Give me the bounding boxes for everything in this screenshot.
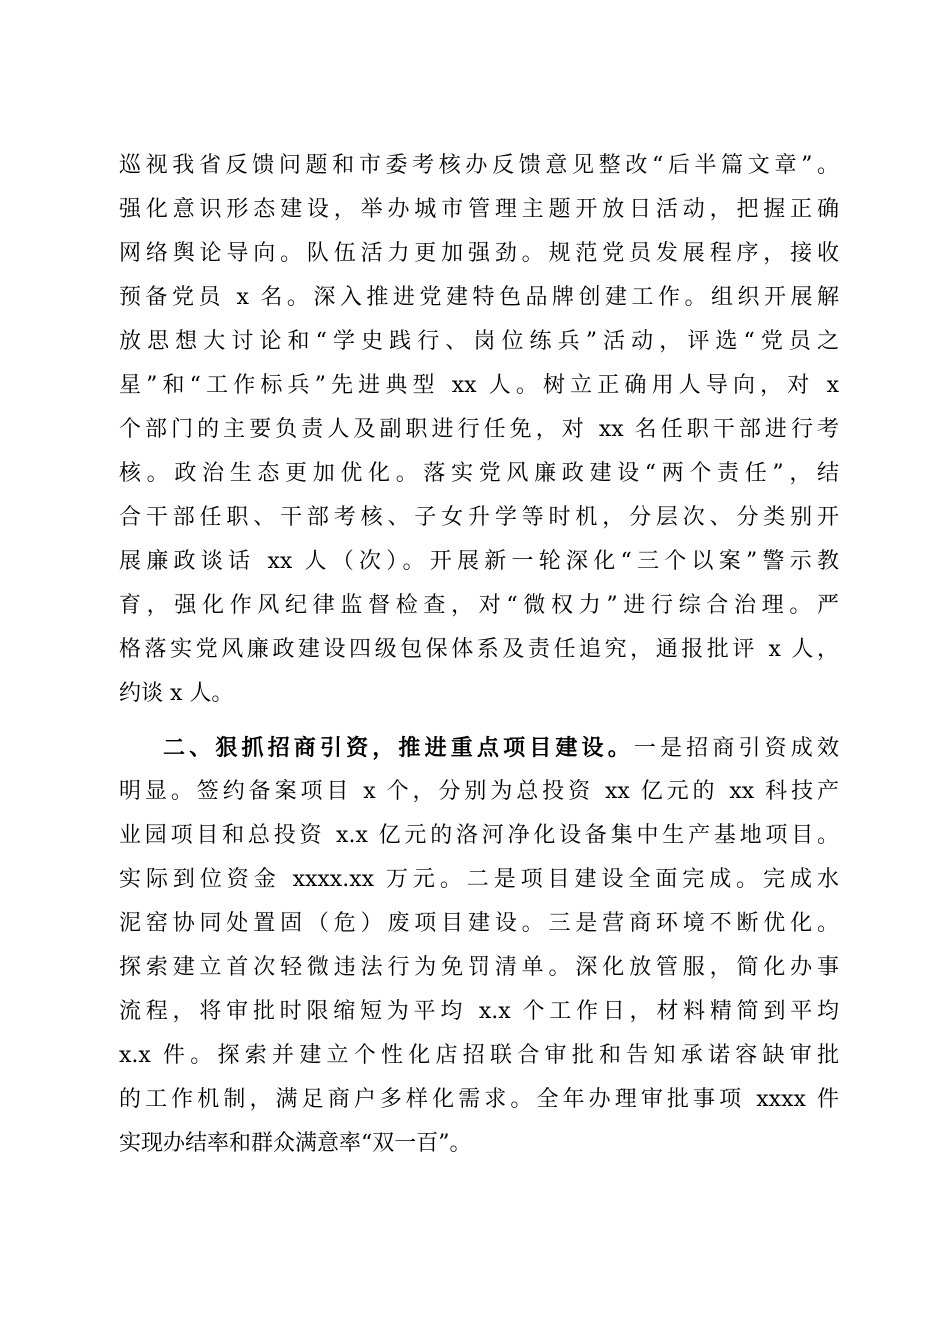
text-line: 展廉政谈话 xx 人（次）。开展新一轮深化“三个以案”警示教 <box>119 549 839 574</box>
text-line: 业园项目和总投资 x.x 亿元的洛河净化设备集中生产基地项目。 <box>119 823 839 848</box>
body-paragraph-investment <box>119 726 839 1166</box>
heading-line-rest: 一是招商引资成效 <box>633 736 839 761</box>
text-line: 网络舆论导向。队伍活力更加强劲。规范党员发展程序，接收 <box>119 241 839 266</box>
text-line: 实现办结率和群众满意率“双一百”。 <box>119 1131 472 1156</box>
text-line: 预备党员 x 名。深入推进党建特色品牌创建工作。组织开展解 <box>119 285 839 310</box>
text-line: 放思想大讨论和“学史践行、岗位练兵”活动，评选“党员之 <box>119 329 839 354</box>
text-line: 格落实党风廉政建设四级包保体系及责任追究，通报批评 x 人， <box>119 637 839 662</box>
text-line: 实际到位资金 xxxx.xx 万元。二是项目建设全面完成。完成水 <box>119 867 839 892</box>
section-heading-line <box>119 726 839 770</box>
text-line: 巡视我省反馈问题和市委考核办反馈意见整改“后半篇文章”。 <box>119 153 839 178</box>
text-line: x.x 件。探索并建立个性化店招联合审批和告知承诺容缺审批 <box>119 1043 839 1068</box>
text-line: 育，强化作风纪律监督检查，对“微权力”进行综合治理。严 <box>119 593 839 618</box>
text-line: 星”和“工作标兵”先进典型 xx 人。树立正确用人导向，对 x <box>119 373 839 398</box>
text-line: 个部门的主要负责人及副职进行任免，对 xx 名任职干部进行考 <box>119 417 839 442</box>
text-line: 泥窑协同处置固（危）废项目建设。三是营商环境不断优化。 <box>119 911 839 936</box>
text-line: 合干部任职、干部考核、子女升学等时机，分层次、分类别开 <box>119 505 839 530</box>
text-line: 强化意识形态建设，举办城市管理主题开放日活动，把握正确 <box>119 197 839 222</box>
section-heading: 二、狠抓招商引资，推进重点项目建设。 <box>163 735 634 761</box>
text-line: 明显。签约备案项目 x 个，分别为总投资 xx 亿元的 xx 科技产 <box>119 779 839 804</box>
text-line: 核。政治生态更加优化。落实党风廉政建设“两个责任”，结 <box>119 461 839 486</box>
text-line: 流程，将审批时限缩短为平均 x.x 个工作日，材料精简到平均 <box>119 999 839 1024</box>
body-paragraph-party-building <box>119 144 839 716</box>
text-line: 的工作机制，满足商户多样化需求。全年办理审批事项 xxxx 件 <box>119 1087 839 1112</box>
text-line: 探索建立首次轻微违法行为免罚清单。深化放管服，简化办事 <box>119 955 839 980</box>
text-line: 约谈 x 人。 <box>119 681 234 706</box>
